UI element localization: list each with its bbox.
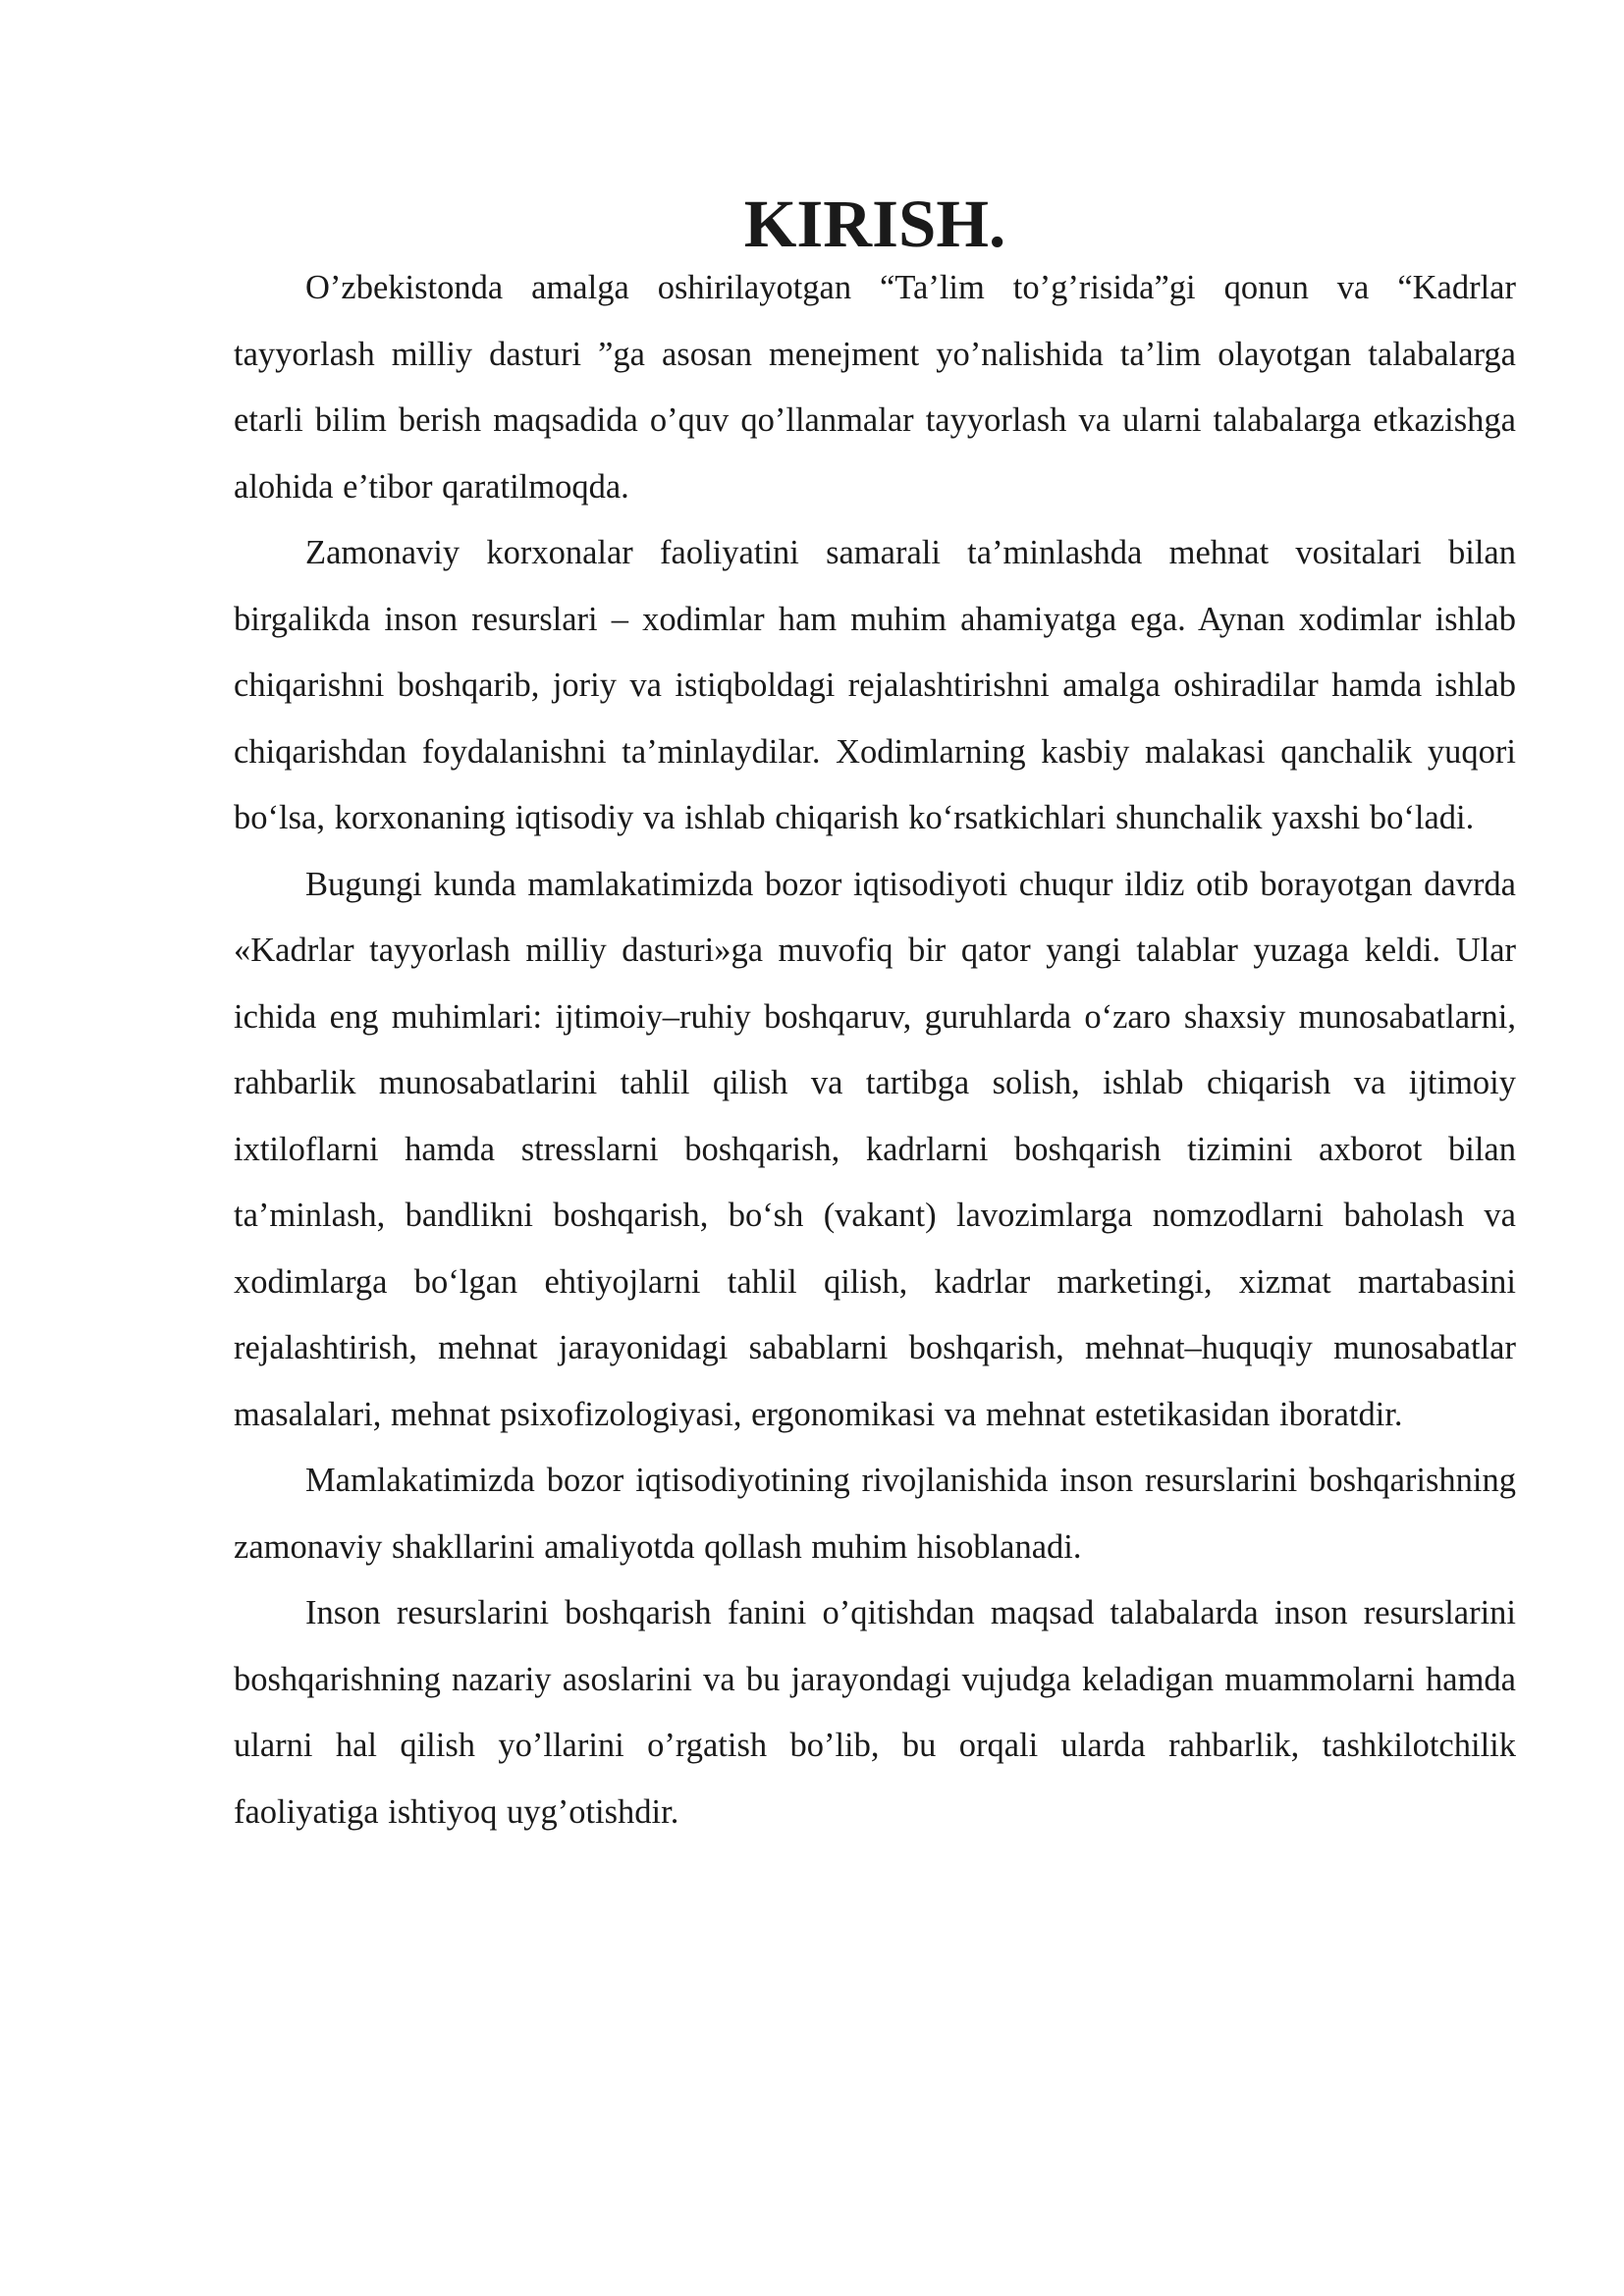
paragraph: Zamonaviy korxonalar faoliyatini samarali ta’minlashda mehnat vositalari bilan birgalikda inson resurslari – xodimlar ham muhim ahamiyatga ega. Aynan xodimlar ishlab chiqarishni boshqarib, joriy va istiqboldagi rejalashtirishni amalga oshiradilar hamda ishlab chiqarishdan foydalanishni ta’minlaydilar. Xodimlarning kasbiy malakasi qanchalik yuqori bo‘lsa, korxonaning iqtisodiy va ishlab chiqarish ko‘rsatkichlari shunchalik yaxshi bo‘ladi. bbox=[234, 534, 1516, 836]
paragraph: Mamlakatimizda bozor iqtisodiyotining rivojlanishida inson resurslarini boshqarishning zamonaviy shakllarini amaliyotda qollash muhim hisoblanadi. bbox=[234, 1462, 1516, 1566]
paragraph: Bugungi kunda mamlakatimizda bozor iqtisodiyoti chuqur ildiz otib borayotgan davrda «Kadrlar tayyorlash milliy dasturi»ga muvofiq bir qator yangi talablar yuzaga keldi. Ular ichida eng muhimlari: ijtimoiy–ruhiy boshqaruv, guruhlarda o‘zaro shaxsiy munosabatlarni, rahbarlik munosabatlarini tahlil qilish va tartibga solish, ishlab chiqarish va ijtimoiy ixtiloflarni hamda stresslarni boshqarish, kadrlarni boshqarish tizimini axborot bilan ta’minlash, bandlikni boshqarish, bo‘sh (vakant) lavozimlarga nomzodlarni baholash va xodimlarga bo‘lgan ehtiyojlarni tahlil qilish, kadrlar marketingi, xizmat martabasini rejalashtirish, mehnat jarayonidagi sabablarni boshqarish, mehnat–huquqiy munosabatlar masalalari, mehnat psixofizologiyasi, ergonomikasi va mehnat estetikasidan iboratdir. bbox=[234, 865, 1516, 1433]
document-body bbox=[234, 187, 1516, 1845]
paragraph: Inson resurslarini boshqarish fanini o’qitishdan maqsad talabalarda inson resurslarini boshqarishning nazariy asoslarini va bu jarayondagi vujudga keladigan muammolarni hamda ularni hal qilish yo’llarini o’rgatish bo’lib, bu orqali ularda rahbarlik, tashkilotchilik faoliyatiga ishtiyoq uyg’otishdir. bbox=[234, 1594, 1516, 1831]
document-title: KIRISH. bbox=[743, 187, 1006, 261]
paragraph: O’zbekistonda amalga oshirilayotgan “Ta’lim to’g’risida”gi qonun va “Kadrlar tayyorlash milliy dasturi ”ga asosan menejment yo’nalishida ta’lim olayotgan talabalarga etarli bilim berish maqsadida o’quv qo’llanmalar tayyorlash va ularni talabalarga etkazishga alohida e’tibor qaratilmoqda. bbox=[234, 269, 1516, 506]
